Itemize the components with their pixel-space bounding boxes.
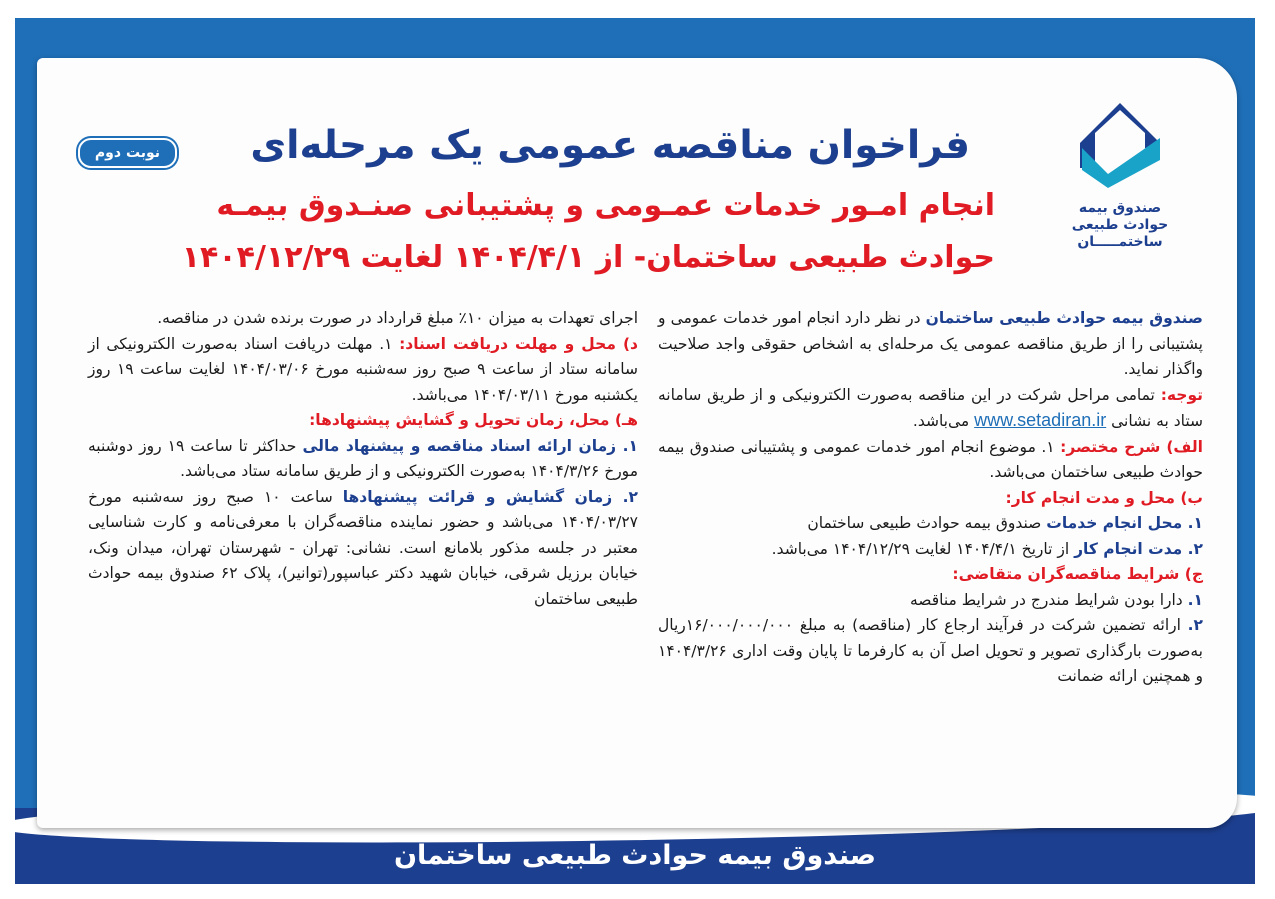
section-e-item-1 [88,434,638,485]
e2-label: ۲. زمان گشایش و قرائت پیشنهادها [342,487,638,506]
note-label: توجه: [1160,385,1203,404]
right-column [658,306,1203,690]
section-d [88,332,638,409]
b2-label: ۲. مدت انجام کار [1074,539,1203,558]
c1-text: دارا بودن شرایط مندرج در شرایط مناقصه [909,590,1188,609]
subtitle-line-2: حوادث طبیعی ساختمان- از ۱۴۰۴/۴/۱ لغایت ۱۴۰۴/۱۲/۲۹ [181,240,995,275]
section-d-text: ۱. مهلت دریافت اسناد به‌صورت الکترونیکی از سامانه ستاد از ساعت ۹ صبح روز سه‌شنبه مورخ ۱۴۰۴/۰۳/۰۶ لغایت ساعت ۱۹ روز یکشنبه مورخ ۱۴۰۴/۰۳/۱۱ می‌باشد. [88,334,639,404]
footer-text: صندوق بیمه حوادث طبیعی ساختمان [394,840,876,871]
section-a-label: الف) شرح مختصر: [1060,437,1203,456]
fund-logo [1060,88,1180,263]
ad-frame [15,18,1255,884]
e1-text: حداکثر تا ساعت ۱۹ روز دوشنبه مورخ ۱۴۰۴/۳/۲۶ به‌صورت الکترونیکی و از طریق سامانه ستاد می‌باشد. [88,436,638,480]
section-c-item-2 [658,613,1203,690]
section-b-item-1 [658,511,1203,537]
b1-text: صندوق بیمه حوادث طبیعی ساختمان [807,514,1047,532]
logo-line-3: ساختمـــــان [1077,234,1163,250]
left-column [88,306,638,612]
b1-label: ۱. محل انجام خدمات [1046,514,1203,532]
c1-num: ۱. [1187,590,1203,609]
section-b-item-2 [658,537,1203,563]
b2-text: از تاریخ ۱۴۰۴/۴/۱ لغایت ۱۴۰۴/۱۲/۲۹ می‌باشد. [771,539,1075,558]
logo-caption [1060,200,1180,251]
section-d-label: د) محل و مهلت دریافت اسناد: [399,334,638,353]
c2-num: ۲. [1187,616,1203,634]
c2-text: ارائه تضمین شرکت در فرآیند ارجاع کار (مناقصه) به مبلغ ۱۶/۰۰۰/۰۰۰/۰۰۰ریال به‌صورت بارگذاری تصویر و تحویل اصل آن به کارفرما تا پایان وقت اداری ۱۴۰۴/۳/۲۶ و همچنین ارائه ضمانت [658,616,1203,685]
section-a [658,435,1203,486]
setadiran-link[interactable]: www.setadiran.ir [974,410,1107,430]
continuation-text: اجرای تعهدات به میزان ۱۰٪ مبلغ قرارداد در صورت برنده شدن در مناقصه. [157,309,638,327]
logo-line-1: صندوق بیمه [1078,200,1162,216]
note-paragraph [658,383,1203,435]
section-c-item-1 [658,588,1203,614]
note-end: می‌باشد. [912,412,975,430]
note-text: تمامی مراحل شرکت در این مناقصه به‌صورت الکترونیکی و از طریق سامانه ستاد به نشانی [658,385,1203,430]
e1-label: ۱. زمان ارائه اسناد مناقصه و پیشنهاد مالی [302,436,639,455]
second-notice-badge: نوبت دوم [78,138,177,168]
intro-org: صندوق بیمه حوادث طبیعی ساختمان [925,309,1203,327]
logo-line-2: حوادث طبیعی [1071,217,1169,233]
intro-paragraph [658,306,1203,383]
intro-text: در نظر دارد انجام امور خدمات عمومی و پشتیبانی را از طریق مناقصه عمومی یک مرحله‌ای به اشخاص حقوقی واجد صلاحیت واگذار نماید. [658,309,1203,378]
house-check-icon [1060,88,1180,198]
section-e-item-2 [88,485,638,613]
section-b-label: ب) محل و مدت انجام کار: [1005,488,1203,507]
section-c-label: ج) شرایط مناقصه‌گران متقاضی: [952,565,1203,583]
e2-text: ساعت ۱۰ صبح روز سه‌شنبه مورخ ۱۴۰۴/۰۳/۲۷ می‌باشد و حضور نماینده مناقصه‌گران با معرفی‌نامه و کارت شناسایی معتبر در جلسه مذکور بلامانع است. نشانی: تهران - شهرستان تهران، میدان ونک، خیابان برزیل شرقی، خیابان شهید دکتر عباسپور(توانیر)، پلاک ۶۲ صندوق بیمه حوادث طبیعی ساختمان [88,487,638,608]
subtitle-line-1: انجام امـور خدمات عمـومی و پشتیبانی صنـدوق بیمـه [216,188,995,223]
section-e-label: هـ) محل، زمان تحویل و گشایش پیشنهادها: [309,411,638,429]
page-title: فراخوان مناقصه عمومی یک مرحله‌ای [250,123,970,168]
section-a-text: ۱. موضوع انجام امور خدمات عمومی و پشتیبانی صندوق بیمه حوادث طبیعی ساختمان می‌باشد. [658,437,1203,481]
